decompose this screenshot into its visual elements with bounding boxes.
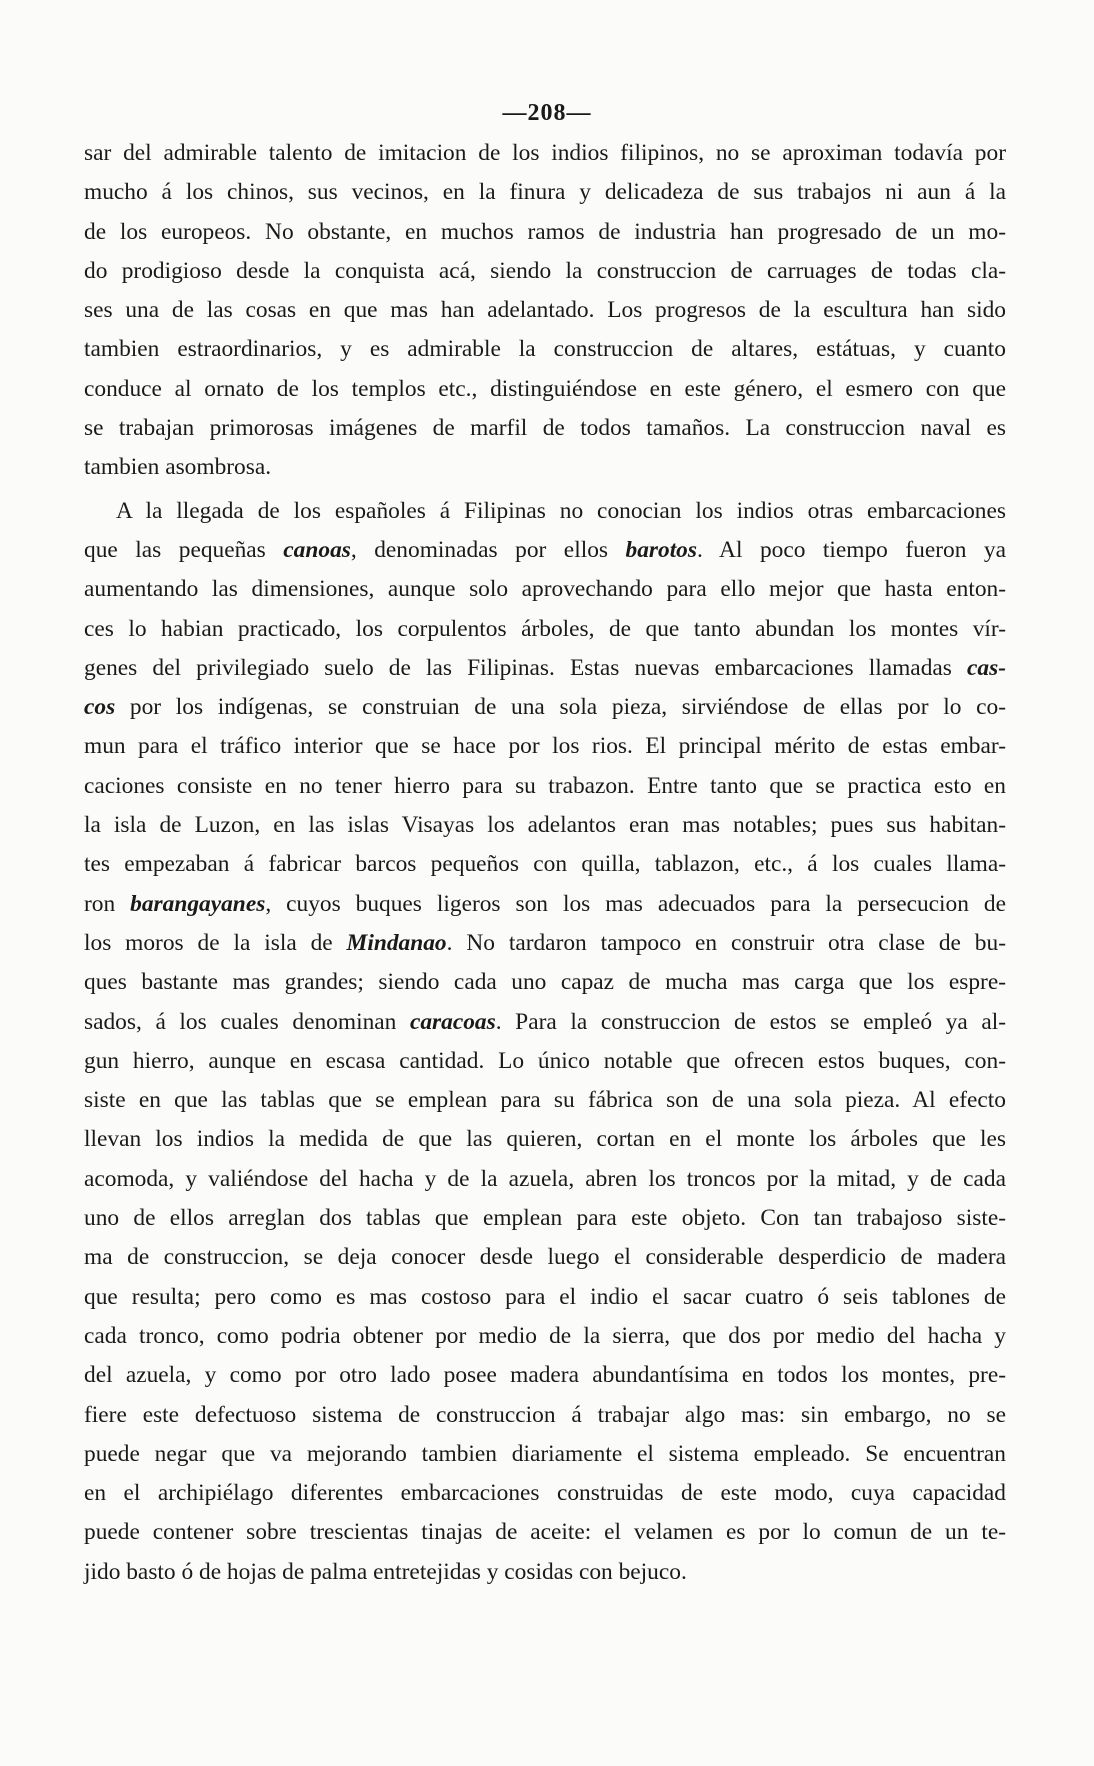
text-segment: caciones consiste en no tener hierro para su trabazon. Entre tanto que se practica esto en: [84, 772, 1006, 799]
text-line: [84, 1199, 1006, 1238]
text-segment: . Para la construccion de estos se empleó ya al-: [495, 1008, 1006, 1035]
text-line: [84, 570, 1006, 609]
text-line: [84, 213, 1006, 252]
text-segment: aumentando las dimensiones, aunque solo aprovechando para ello mejor que hasta enton-: [84, 576, 1006, 603]
text-line: [84, 1356, 1006, 1395]
text-segment: genes del privilegiado suelo de las Filipinas. Estas nuevas embarcaciones llamadas: [84, 654, 968, 681]
text-segment: . No tardaron tampoco en construir otra clase de bu-: [446, 929, 1006, 956]
italic-term: caracoas: [409, 1008, 496, 1035]
italic-term: cos: [84, 694, 116, 721]
text-line: [84, 409, 1006, 448]
text-line: [84, 1238, 1006, 1277]
italic-term: barangayanes: [130, 890, 266, 917]
text-segment: tes empezaban á fabricar barcos pequeños con quilla, tablazon, etc., á los cuales llama-: [84, 851, 1006, 878]
text-line: [84, 688, 1006, 727]
text-line: [84, 173, 1006, 212]
text-segment: siste en que las tablas que se emplean para su fábrica son de una sola pieza. Al efecto: [84, 1087, 1006, 1114]
text-segment: , denominadas por ellos: [350, 536, 626, 563]
text-segment: mucho á los chinos, sus vecinos, en la finura y delicadeza de sus trabajos ni aun á la: [84, 179, 1006, 206]
text-segment: tambien estraordinarios, y es admirable la construccion de altares, estátuas, y cuanto: [84, 336, 1006, 363]
text-segment: ses una de las cosas en que mas han adelantado. Los progresos de la escultura han sido: [84, 297, 1006, 324]
text-segment: , cuyos buques ligeros son los mas adecuados para la persecucion de: [265, 890, 1006, 917]
text-line: [84, 1003, 1006, 1042]
text-segment: llevan los indios la medida de que las quieren, cortan en el monte los árboles que les: [84, 1126, 1006, 1153]
text-line: [84, 134, 1006, 173]
text-line: [84, 1042, 1006, 1081]
text-segment: acomoda, y valiéndose del hacha y de la azuela, abren los troncos por la mitad, y de cada: [84, 1165, 1006, 1192]
italic-term: Mindanao: [346, 929, 447, 956]
text-line: [84, 1160, 1006, 1199]
text-segment: A la llegada de los españoles á Filipinas no conocian los indios otras embarcaciones: [116, 497, 1006, 524]
text-segment: ques bastante mas grandes; siendo cada uno capaz de mucha mas carga que los espre-: [84, 969, 1006, 996]
text-line: [84, 963, 1006, 1002]
text-line: [84, 252, 1006, 291]
text-line: [84, 1278, 1006, 1317]
text-segment: sar del admirable talento de imitacion de los indios filipinos, no se aproximan todavía por: [84, 140, 1006, 166]
text-segment: conduce al ornato de los templos etc., distinguiéndose en este género, el esmero con que: [84, 375, 1006, 402]
text-line: [84, 610, 1006, 649]
text-line: [84, 330, 1006, 369]
text-segment: uno de ellos arreglan dos tablas que emplean para este objeto. Con tan trabajoso siste-: [84, 1205, 1006, 1232]
text-segment: gun hierro, aunque en escasa cantidad. Lo único notable que ofrecen estos buques, con-: [84, 1047, 1006, 1074]
text-segment: tambien asombrosa.: [84, 454, 272, 481]
text-line: [84, 531, 1006, 570]
text-line: [84, 492, 1006, 531]
text-segment: la isla de Luzon, en las islas Visayas los adelantos eran mas notables; pues sus habitan-: [84, 812, 1006, 839]
text-line: [84, 767, 1006, 806]
text-segment: puede contener sobre trescientas tinajas de aceite: el velamen es por lo comun de un te-: [84, 1519, 1006, 1546]
text-line: [84, 1474, 1006, 1513]
text-segment: sados, á los cuales denominan: [84, 1008, 410, 1035]
text-line: [84, 1553, 1006, 1592]
body-text: [84, 134, 1006, 1592]
text-line: [84, 845, 1006, 884]
text-segment: se trabajan primorosas imágenes de marfil de todos tamaños. La construccion naval es: [84, 415, 1006, 442]
text-line: [84, 1513, 1006, 1552]
text-line: [84, 924, 1006, 963]
text-line: [84, 291, 1006, 330]
text-line: [84, 370, 1006, 409]
italic-term: cas-: [967, 654, 1006, 681]
text-line: [84, 1081, 1006, 1120]
text-segment: por los indígenas, se construian de una sola pieza, sirviéndose de ellas por lo co-: [115, 694, 1006, 721]
text-segment: mun para el tráfico interior que se hace por los rios. El principal mérito de estas embar-: [84, 733, 1006, 760]
text-line: [84, 448, 1006, 487]
text-segment: ces lo habian practicado, los corpulentos árboles, de que tanto abundan los montes vír-: [84, 615, 1006, 642]
italic-term: canoas: [283, 536, 351, 563]
text-line: [84, 649, 1006, 688]
text-segment: del azuela, y como por otro lado posee madera abundantísima en todos los montes, pre-: [84, 1362, 1006, 1389]
text-line: [84, 727, 1006, 766]
text-segment: que resulta; pero como es mas costoso para el indio el sacar cuatro ó seis tablones de: [84, 1283, 1006, 1310]
page-number: —208—: [502, 100, 592, 126]
text-segment: ma de construccion, se deja conocer desde luego el considerable desperdicio de madera: [84, 1244, 1006, 1271]
text-segment: jido basto ó de hojas de palma entretejidas y cosidas con bejuco.: [84, 1558, 687, 1585]
text-segment: puede negar que va mejorando tambien diariamente el sistema empleado. Se encuentran: [84, 1440, 1006, 1467]
text-line: [84, 1435, 1006, 1474]
text-segment: los moros de la isla de: [84, 929, 347, 956]
text-line: [84, 885, 1006, 924]
text-line: [84, 806, 1006, 845]
text-segment: que las pequeñas: [84, 536, 284, 563]
text-segment: fiere este defectuoso sistema de construccion á trabajar algo mas: sin embargo, no se: [84, 1401, 1006, 1428]
text-segment: cada tronco, como podria obtener por medio de la sierra, que dos por medio del hacha y: [84, 1322, 1006, 1349]
text-line: [84, 1317, 1006, 1356]
text-line: [84, 1396, 1006, 1435]
text-segment: . Al poco tiempo fueron ya: [697, 536, 1006, 563]
text-line: [84, 1120, 1006, 1159]
text-segment: en el archipiélago diferentes embarcaciones construidas de este modo, cuya capacidad: [84, 1480, 1006, 1507]
text-segment: ron: [84, 890, 131, 917]
text-segment: do prodigioso desde la conquista acá, siendo la construccion de carruages de todas cla-: [84, 257, 1006, 284]
text-segment: de los europeos. No obstante, en muchos ramos de industria han progresado de un mo-: [84, 218, 1006, 245]
italic-term: barotos: [625, 536, 697, 563]
